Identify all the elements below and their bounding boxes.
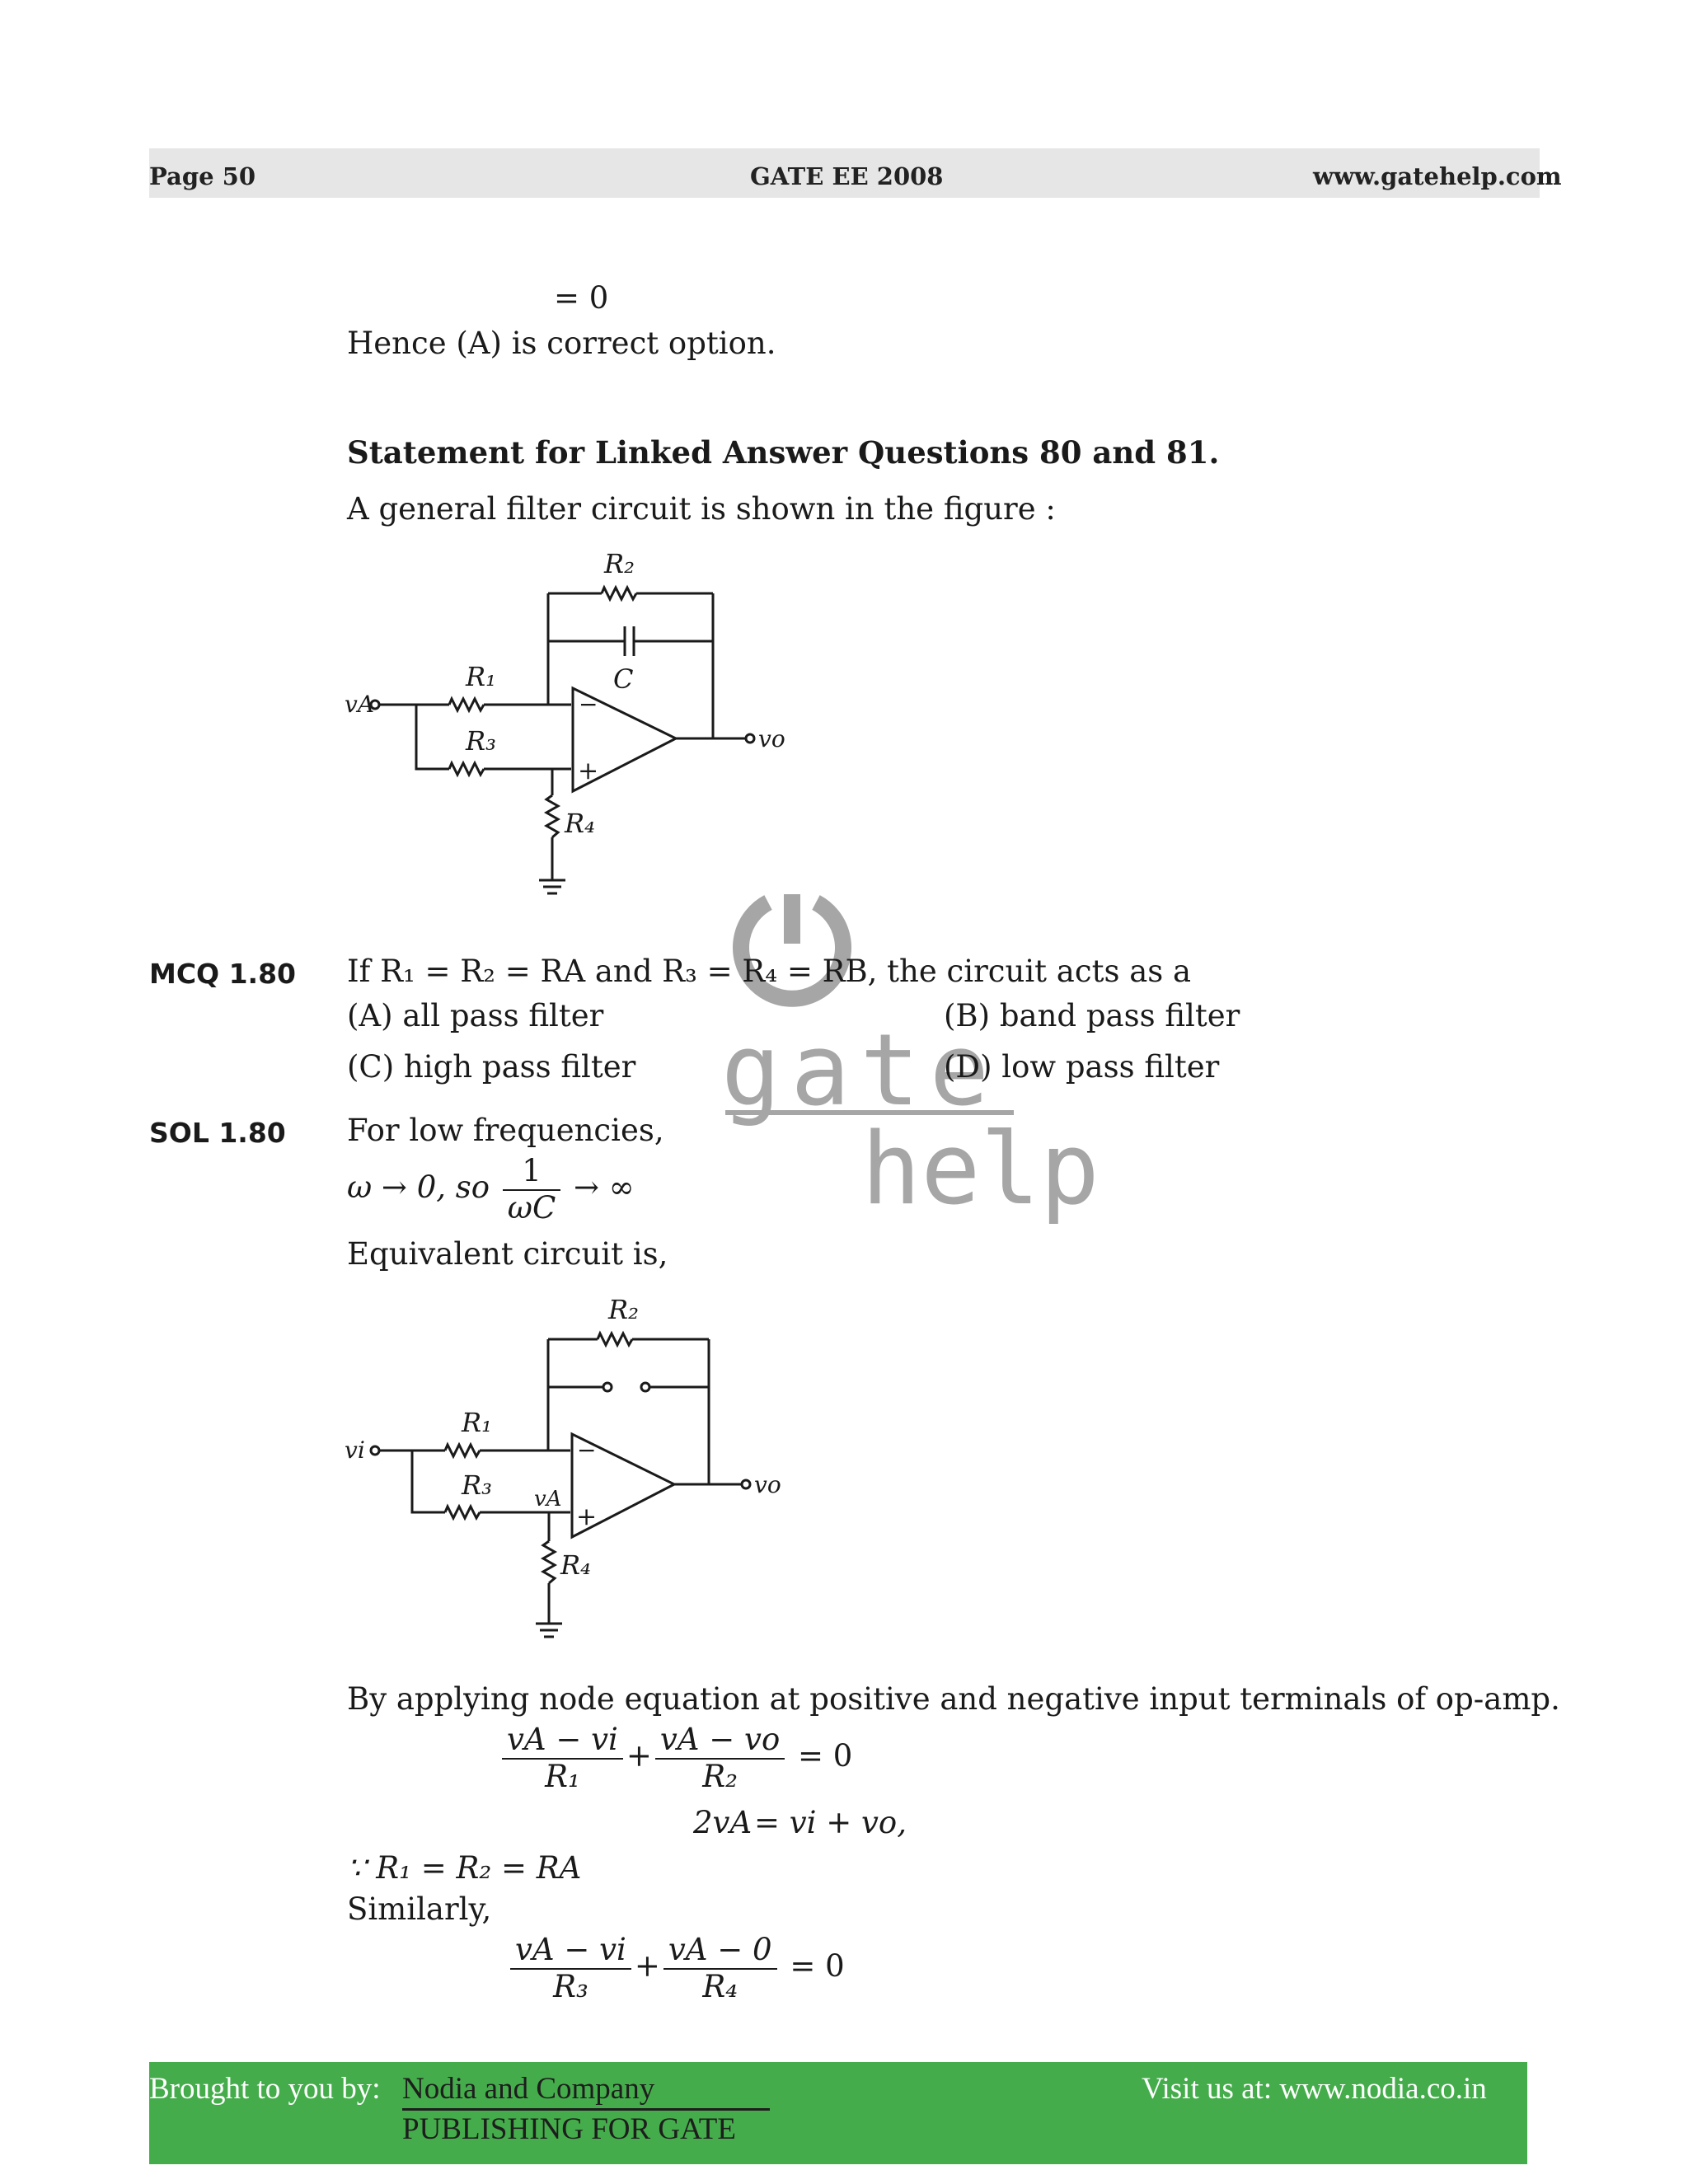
r4-label: R₄ xyxy=(565,808,595,839)
output-label: vo xyxy=(758,725,785,752)
filter-circuit-diagram xyxy=(330,544,841,907)
input-label: vA xyxy=(345,691,375,718)
option-b: (B) band pass filter xyxy=(944,998,1240,1033)
header-title: GATE EE 2008 xyxy=(750,162,944,190)
node-equation-2: $\frac{vA - vi}{\text{R₃}}$ + $\frac{vA - 0}{\text{R₄}}$ = 0 xyxy=(507,1933,845,2004)
eq1-num1: vA − vi xyxy=(502,1722,623,1760)
inverting-sign-2: − xyxy=(577,1436,597,1464)
similarly-text: Similarly, xyxy=(347,1891,492,1927)
watermark-help-text: help xyxy=(861,1113,1100,1227)
noninverting-sign: + xyxy=(578,757,599,785)
eq2-rhs: = vi + vo, xyxy=(754,1805,907,1840)
reactance-fraction xyxy=(503,1154,560,1226)
header-site: www.gatehelp.com xyxy=(1313,162,1562,190)
mcq-label: MCQ 1.80 xyxy=(149,958,297,990)
footer-company-link[interactable]: Nodia and Company xyxy=(402,2072,655,2106)
node-equation-text: By applying node equation at positive and negative input terminals of op-amp. xyxy=(347,1681,1560,1717)
noninverting-sign-2: + xyxy=(576,1502,598,1531)
eq1-rhs: = 0 xyxy=(798,1738,853,1774)
eq3-term2 xyxy=(663,1933,777,2004)
eq1-num2: vA − vo xyxy=(655,1722,785,1760)
eq3-rhs: = 0 xyxy=(790,1948,845,1985)
previous-conclusion: Hence (A) is correct option. xyxy=(347,326,776,361)
reactance-limit: → ∞ xyxy=(574,1169,635,1206)
c-label: C xyxy=(613,663,634,695)
option-a: (A) all pass filter xyxy=(347,998,604,1033)
eq3-num1: vA − vi xyxy=(510,1933,631,1970)
mcq-question: If R₁ = R₂ = RA and R₃ = R₄ = RB, the circuit acts as a xyxy=(347,954,1192,989)
eq3-den2: R₄ xyxy=(702,1968,738,2004)
since-condition: ∵ R₁ = R₂ = RA xyxy=(347,1850,582,1886)
r1-label-2: R₁ xyxy=(462,1407,492,1438)
footer-brought: Brought to you by: xyxy=(149,2072,381,2106)
statement-text: A general filter circuit is shown in the figure : xyxy=(347,491,1056,527)
eq3-den1: R₃ xyxy=(553,1968,588,2004)
input-label-2: vi xyxy=(345,1436,365,1464)
eq1-den1: R₁ xyxy=(545,1758,580,1794)
eq1-term1 xyxy=(502,1722,623,1794)
page-number: Page 50 xyxy=(149,162,256,190)
eq3-term1 xyxy=(510,1933,631,2004)
r1-label: R₁ xyxy=(466,661,496,692)
footer-publishing: PUBLISHING FOR GATE xyxy=(402,2112,736,2146)
watermark-gate-text: gate xyxy=(721,1014,999,1128)
r3-label: R₃ xyxy=(466,725,496,757)
output-label-2: vo xyxy=(754,1471,781,1498)
r2-resistor xyxy=(602,588,636,599)
r2-label: R₂ xyxy=(604,548,635,579)
footer-company-underline xyxy=(402,2108,770,2111)
r2-label-2: R₂ xyxy=(608,1294,639,1325)
inverting-sign: − xyxy=(579,691,598,718)
eq1-den2: R₂ xyxy=(702,1758,738,1794)
reactance-numerator: 1 xyxy=(503,1154,560,1191)
option-c: (C) high pass filter xyxy=(347,1049,636,1085)
statement-heading: Statement for Linked Answer Questions 80 and 81. xyxy=(347,434,1220,471)
eq2-lhs: 2vA xyxy=(693,1805,753,1840)
solution-label: SOL 1.80 xyxy=(149,1117,286,1149)
solution-line1: For low frequencies, xyxy=(347,1113,664,1148)
option-d: (D) low pass filter xyxy=(944,1049,1220,1085)
equivalent-circuit-diagram xyxy=(330,1290,841,1644)
node-equation-1: $\frac{vA - vi}{\text{R₁}}$ + $\frac{vA - vo}{\text{R₂}}$ = 0 xyxy=(499,1722,852,1794)
footer-visit-link[interactable]: Visit us at: www.nodia.co.in xyxy=(1142,2072,1487,2106)
eq1-term2 xyxy=(655,1722,785,1794)
reactance-denominator: ωC xyxy=(507,1189,556,1226)
node-label: vA xyxy=(534,1487,562,1511)
equivalent-circuit-text: Equivalent circuit is, xyxy=(347,1236,668,1272)
previous-equation: = 0 xyxy=(554,280,609,316)
eq3-num2: vA − 0 xyxy=(663,1933,777,1970)
r4-label-2: R₄ xyxy=(560,1549,591,1581)
solution-line2 xyxy=(347,1154,635,1226)
omega-limit: ω → 0, so xyxy=(347,1169,490,1206)
r3-label-2: R₃ xyxy=(462,1469,492,1501)
